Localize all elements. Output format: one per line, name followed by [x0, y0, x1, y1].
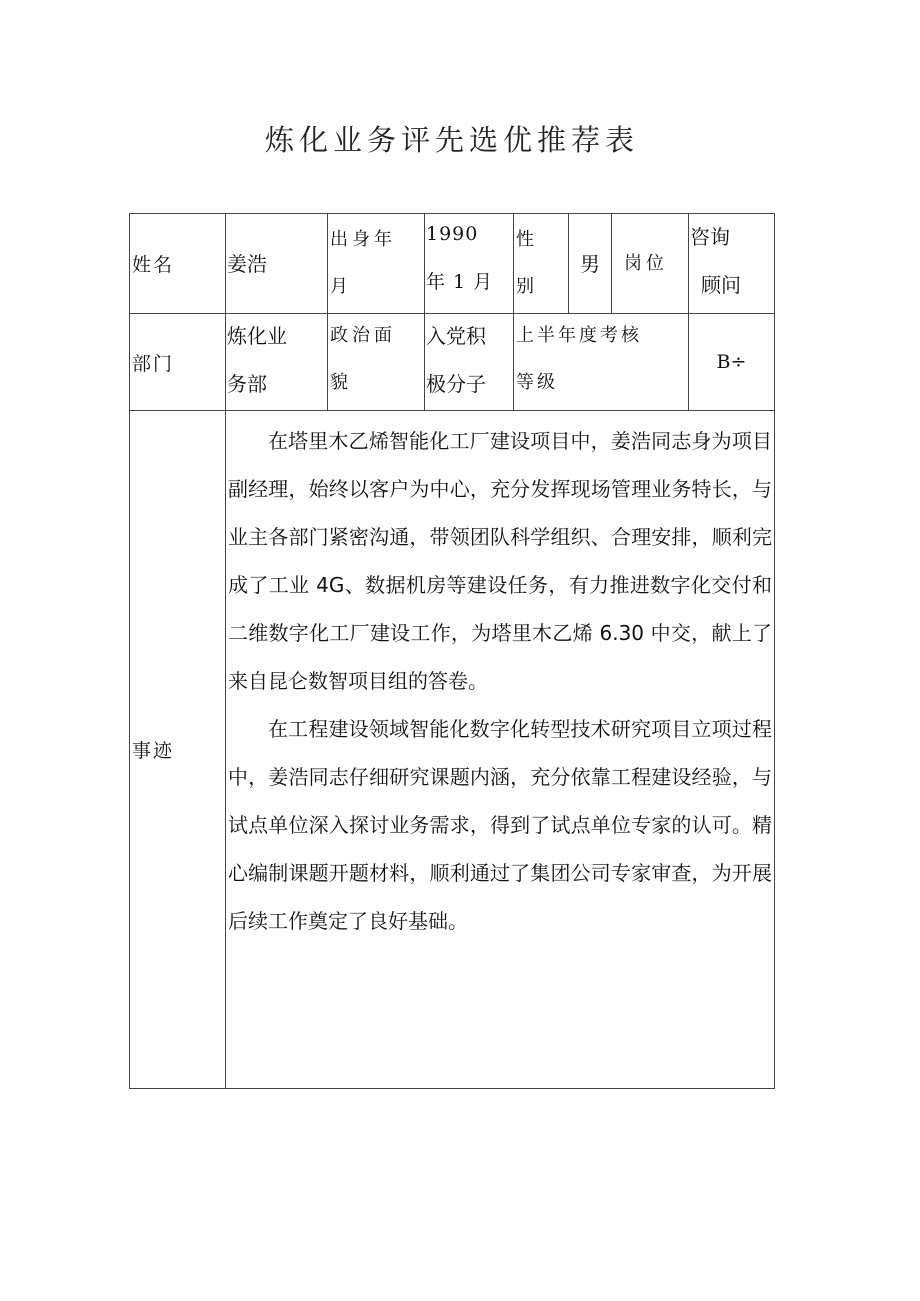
name-label-cell — [130, 214, 226, 314]
political-value-cell — [425, 314, 514, 411]
recommendation-form-table — [129, 213, 775, 1089]
gender-value: 男 — [580, 251, 600, 276]
row-basic-info — [130, 214, 775, 314]
birth-label-line1: 出身年 — [330, 229, 396, 250]
position-label: 岗位 — [624, 252, 668, 274]
birth-value-cell — [425, 214, 514, 314]
dept-value-cell — [226, 314, 328, 411]
name-value-cell — [226, 214, 328, 314]
birth-value-line2: 年 1 月 — [426, 271, 494, 293]
birth-value-line1: 1990 — [426, 223, 479, 245]
assessment-label-cell — [514, 314, 689, 411]
deeds-content-cell — [226, 411, 775, 1089]
assessment-label-line1: 上半年度考核 — [516, 325, 642, 346]
political-label-line1: 政治面 — [330, 325, 396, 346]
political-value-line2: 极分子 — [426, 372, 486, 396]
deeds-paragraph-2: 在工程建设领域智能化数字化转型技术研究项目立项过程中，姜浩同志仔细研究课题内涵，充分依靠工程建设经验，与试点单位深入探讨业务需求，得到了试点单位专家的认可。精心编制课题开题材料，顺利通过了集团公司专家审查，为开展后续工作奠定了良好基础。 — [228, 717, 772, 933]
birth-label-line2: 月 — [330, 276, 352, 297]
name-label: 姓名 — [132, 254, 175, 276]
position-value-cell — [689, 214, 775, 314]
position-value-line1: 咨询 — [690, 225, 730, 249]
dept-label-cell — [130, 314, 226, 411]
dept-label: 部门 — [132, 352, 175, 375]
gender-value-cell — [569, 214, 612, 314]
deeds-label-cell — [130, 411, 226, 1089]
gender-label-line2: 别 — [516, 276, 538, 297]
deeds-paragraph-1: 在塔里木乙烯智能化工厂建设项目中，姜浩同志身为项目副经理，始终以客户为中心，充分发挥现场管理业务特长，与业主各部门紧密沟通，带领团队科学组织、合理安排，顺利完成了工业 4G、数据机房等建设任务，有力推进数字化交付和二维数字化工厂建设工作，为塔里木乙烯 6.30 中交，献上了来自昆仑数智项目组的答卷。 — [228, 429, 772, 693]
dept-value-line1: 炼化业 — [227, 324, 287, 348]
gender-label-line1: 性 — [516, 229, 538, 250]
political-label-line2: 貌 — [330, 372, 352, 393]
name-value: 姜浩 — [227, 251, 267, 276]
political-label-cell — [328, 314, 425, 411]
page-title: 炼化业务评先选优推荐表 — [264, 123, 639, 157]
deeds-text — [226, 411, 774, 945]
assessment-value-cell — [689, 314, 775, 411]
row-deeds — [130, 411, 775, 1089]
position-value-line2: 顾问 — [701, 273, 741, 297]
row-department-info — [130, 314, 775, 411]
deeds-label: 事迹 — [132, 740, 175, 762]
assessment-value: B÷ — [716, 351, 747, 373]
gender-label-cell — [514, 214, 569, 314]
political-value-line1: 入党积 — [426, 324, 486, 348]
dept-value-line2: 务部 — [227, 372, 267, 396]
assessment-label-line2: 等级 — [516, 372, 558, 393]
birth-label-cell — [328, 214, 425, 314]
position-label-cell — [612, 214, 689, 314]
